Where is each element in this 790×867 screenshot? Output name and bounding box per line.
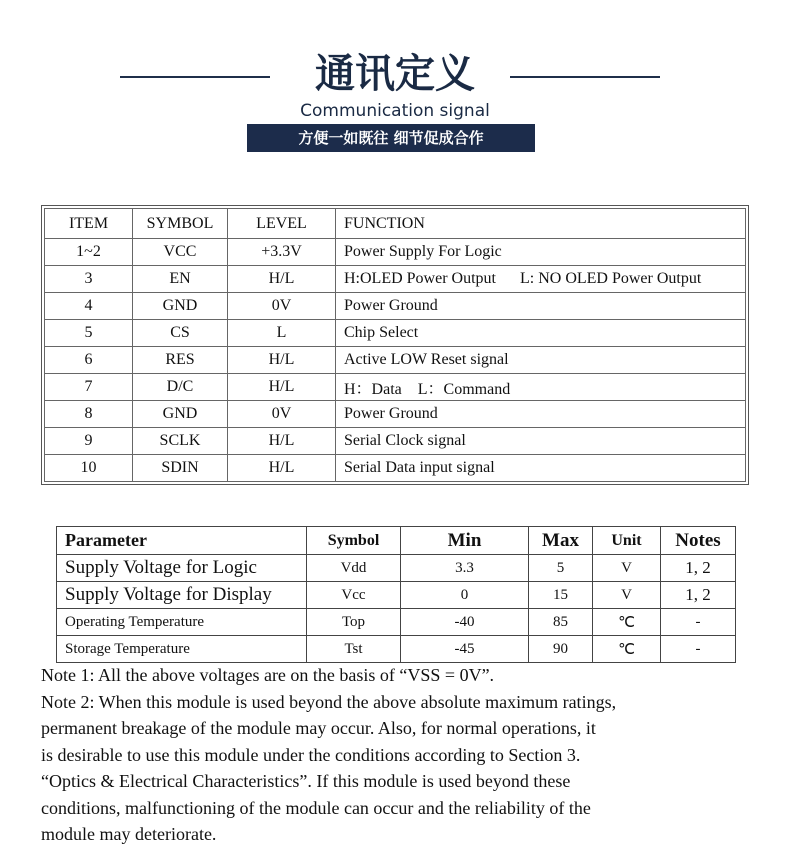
cell-level: L bbox=[228, 320, 336, 347]
col-header-level: LEVEL bbox=[228, 209, 336, 239]
cell-notes: - bbox=[661, 609, 736, 636]
cell-unit: ℃ bbox=[593, 636, 661, 663]
table-row bbox=[57, 555, 736, 582]
cell-item: 5 bbox=[45, 320, 133, 347]
note-line: “Optics & Electrical Characteristics”. If this module is used beyond these bbox=[41, 771, 571, 791]
cell-parameter: Storage Temperature bbox=[57, 636, 307, 663]
pin-table bbox=[44, 208, 746, 482]
cell-symbol: SDIN bbox=[133, 455, 228, 482]
cell-parameter: Supply Voltage for Display bbox=[57, 582, 307, 609]
pin-table-header-row bbox=[45, 209, 746, 239]
cell-item: 7 bbox=[45, 374, 133, 401]
col-header-parameter: Parameter bbox=[57, 527, 307, 555]
cell-function: Power Ground bbox=[336, 293, 746, 320]
table-row bbox=[45, 374, 746, 401]
cell-item: 10 bbox=[45, 455, 133, 482]
cell-unit: ℃ bbox=[593, 609, 661, 636]
table-row bbox=[45, 455, 746, 482]
col-header-max: Max bbox=[529, 527, 593, 555]
cell-symbol: Vcc bbox=[307, 582, 401, 609]
col-header-unit: Unit bbox=[593, 527, 661, 555]
cell-max: 5 bbox=[529, 555, 593, 582]
cell-min: 0 bbox=[401, 582, 529, 609]
cell-unit: V bbox=[593, 582, 661, 609]
cell-item: 6 bbox=[45, 347, 133, 374]
cell-notes: 1, 2 bbox=[661, 555, 736, 582]
col-header-item: ITEM bbox=[45, 209, 133, 239]
cell-max: 85 bbox=[529, 609, 593, 636]
cell-item: 4 bbox=[45, 293, 133, 320]
table-row bbox=[45, 428, 746, 455]
cell-unit: V bbox=[593, 555, 661, 582]
cell-symbol: SCLK bbox=[133, 428, 228, 455]
note-line: permanent breakage of the module may occur. Also, for normal operations, it bbox=[41, 718, 596, 738]
note-line: conditions, malfunctioning of the module can occur and the reliability of the bbox=[41, 797, 591, 818]
cell-function: Serial Data input signal bbox=[336, 455, 746, 482]
cell-item: 8 bbox=[45, 401, 133, 428]
col-header-notes: Notes bbox=[661, 527, 736, 555]
cell-level: H/L bbox=[228, 455, 336, 482]
cell-function: Serial Clock signal bbox=[336, 428, 746, 455]
cell-function: Chip Select bbox=[336, 320, 746, 347]
cell-symbol: VCC bbox=[133, 239, 228, 266]
cell-item: 3 bbox=[45, 266, 133, 293]
table-row bbox=[57, 636, 736, 663]
pin-table-frame bbox=[41, 205, 749, 485]
cell-item: 9 bbox=[45, 428, 133, 455]
cell-symbol: Top bbox=[307, 609, 401, 636]
cell-symbol: EN bbox=[133, 266, 228, 293]
cell-notes: - bbox=[661, 636, 736, 663]
cell-symbol: GND bbox=[133, 293, 228, 320]
cell-min: 3.3 bbox=[401, 555, 529, 582]
cell-max: 15 bbox=[529, 582, 593, 609]
cell-function: H:OLED Power Output L: NO OLED Power Output bbox=[336, 266, 746, 293]
ratings-table bbox=[56, 526, 736, 663]
note-line: module may deteriorate. bbox=[41, 824, 217, 844]
table-row bbox=[57, 609, 736, 636]
cell-parameter: Operating Temperature bbox=[57, 609, 307, 636]
ratings-table-frame bbox=[56, 526, 736, 663]
cell-symbol: D/C bbox=[133, 374, 228, 401]
cell-symbol: Vdd bbox=[307, 555, 401, 582]
page-subtitle: Communication signal bbox=[300, 101, 490, 121]
ratings-table-header-row bbox=[57, 527, 736, 555]
table-row bbox=[45, 347, 746, 374]
cell-function: H：Data L：Command bbox=[336, 374, 746, 401]
cell-symbol: CS bbox=[133, 320, 228, 347]
cell-item: 1~2 bbox=[45, 239, 133, 266]
table-row bbox=[57, 582, 736, 609]
col-header-function: FUNCTION bbox=[336, 209, 746, 239]
note-line: Note 1: All the above voltages are on the basis of “VSS = 0V”. bbox=[41, 665, 495, 685]
note-line: is desirable to use this module under the conditions according to Section 3. bbox=[41, 744, 581, 765]
cell-level: 0V bbox=[228, 293, 336, 320]
cell-function: Power Supply For Logic bbox=[336, 239, 746, 266]
cell-level: H/L bbox=[228, 347, 336, 374]
cell-level: H/L bbox=[228, 266, 336, 293]
cell-parameter: Supply Voltage for Logic bbox=[57, 555, 307, 582]
cell-level: H/L bbox=[228, 428, 336, 455]
cell-min: -40 bbox=[401, 609, 529, 636]
cell-level: +3.3V bbox=[228, 239, 336, 266]
cell-level: H/L bbox=[228, 374, 336, 401]
cell-symbol: Tst bbox=[307, 636, 401, 663]
cell-symbol: RES bbox=[133, 347, 228, 374]
note-line: Note 2: When this module is used beyond the above absolute maximum ratings, bbox=[41, 691, 617, 712]
cell-level: 0V bbox=[228, 401, 336, 428]
cell-symbol: GND bbox=[133, 401, 228, 428]
cell-notes: 1, 2 bbox=[661, 582, 736, 609]
cell-function: Active LOW Reset signal bbox=[336, 347, 746, 374]
notes-block bbox=[41, 662, 761, 848]
cell-max: 90 bbox=[529, 636, 593, 663]
table-row bbox=[45, 401, 746, 428]
table-row bbox=[45, 293, 746, 320]
col-header-symbol: SYMBOL bbox=[133, 209, 228, 239]
table-row bbox=[45, 266, 746, 293]
cell-min: -45 bbox=[401, 636, 529, 663]
table-row bbox=[45, 320, 746, 347]
cell-function: Power Ground bbox=[336, 401, 746, 428]
slogan-band: 方便一如既往 细节促成合作 bbox=[247, 124, 535, 152]
table-row bbox=[45, 239, 746, 266]
col-header-symbol: Symbol bbox=[307, 527, 401, 555]
page-title: 通讯定义 bbox=[315, 51, 475, 97]
col-header-min: Min bbox=[401, 527, 529, 555]
